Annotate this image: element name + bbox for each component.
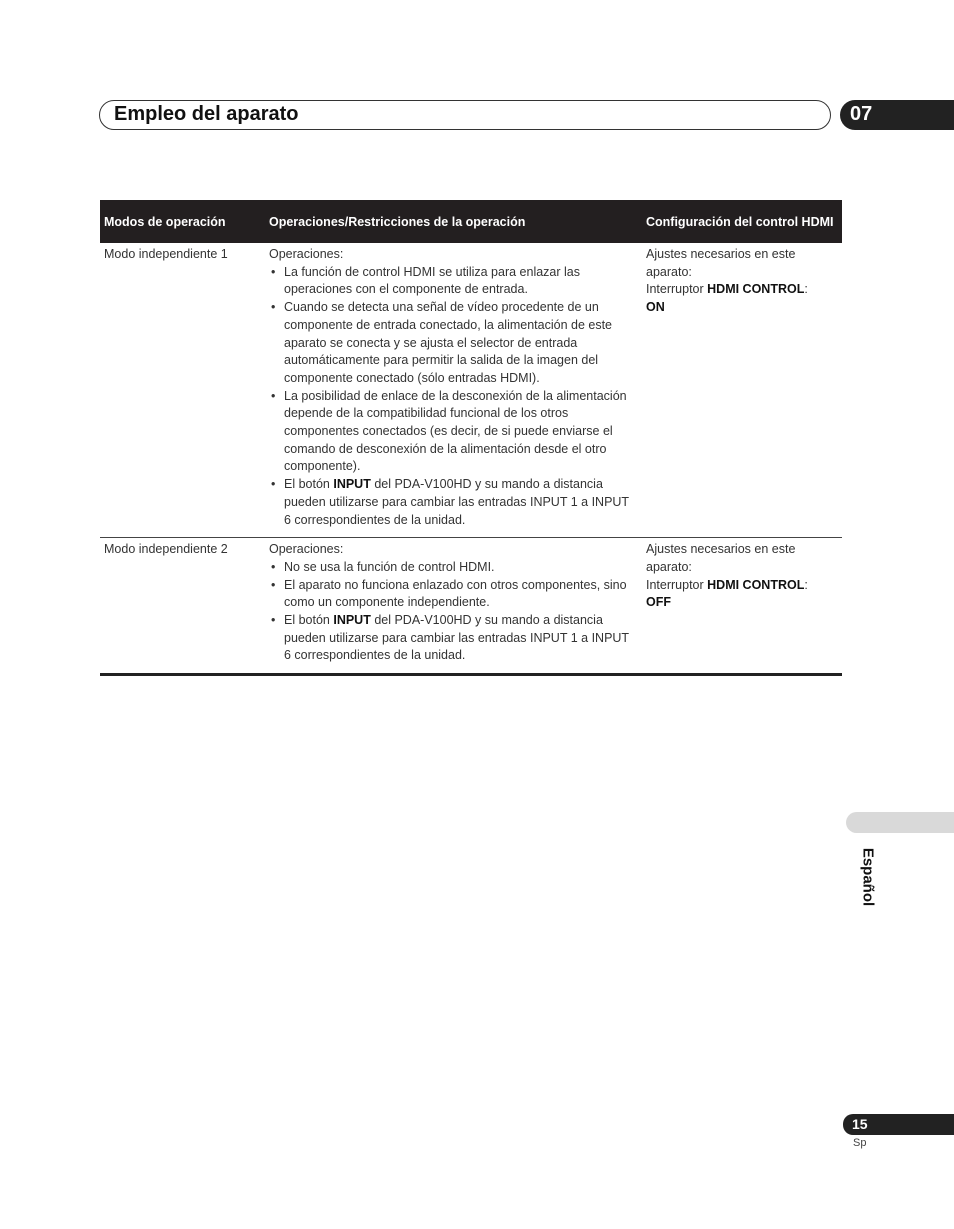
config-text: Ajustes necesarios en este aparato: xyxy=(646,247,796,279)
input-button-name: INPUT xyxy=(333,613,371,628)
config-pre: Interruptor xyxy=(646,282,708,297)
operations-list xyxy=(269,559,638,665)
config-pre: Interruptor xyxy=(646,577,708,592)
list-item xyxy=(284,612,638,665)
mode-cell: Modo independiente 1 xyxy=(100,243,265,538)
table-header-row xyxy=(100,200,842,243)
item-text: El botón xyxy=(284,477,334,492)
page-number-tab xyxy=(843,1114,954,1135)
language-label: Español xyxy=(859,847,877,907)
config-switch-line xyxy=(646,577,838,595)
switch-value: OFF xyxy=(646,595,671,610)
header-hdmi-config: Configuración del control HDMI xyxy=(642,200,842,243)
config-switch-line xyxy=(646,281,838,299)
config-colon: : xyxy=(804,282,808,297)
page-language-code: Sp xyxy=(853,1137,867,1149)
switch-name: HDMI CONTROL xyxy=(707,282,805,297)
language-tab xyxy=(846,812,954,833)
switch-value: ON xyxy=(646,300,665,315)
operations-cell xyxy=(265,538,642,675)
list-item: • No se usa la función de control HDMI. xyxy=(284,559,638,577)
table-row xyxy=(100,538,842,675)
item-text: del PDA-V100HD y su mando a distancia pueden utilizarse para cambiar las entradas INPUT 1 a INPUT 6 correspondientes de la unidad. xyxy=(284,477,629,527)
operations-cell xyxy=(265,243,642,538)
chapter-number: 07 xyxy=(850,103,873,125)
table-row xyxy=(100,243,842,538)
config-cell xyxy=(642,243,842,538)
item-text: del PDA-V100HD y su mando a distancia pueden utilizarse para cambiar las entradas INPUT 1 a INPUT 6 correspondientes de la unidad. xyxy=(284,613,629,663)
list-item xyxy=(284,476,638,529)
mode-cell: Modo independiente 2 xyxy=(100,538,265,675)
section-header xyxy=(99,100,831,130)
operations-list xyxy=(269,264,638,530)
input-button-name: INPUT xyxy=(333,477,371,492)
operation-modes-table xyxy=(100,200,842,676)
config-cell xyxy=(642,538,842,675)
config-text: Ajustes necesarios en este aparato: xyxy=(646,542,796,574)
page-title: Empleo del aparato xyxy=(114,103,299,125)
item-text: El botón xyxy=(284,613,334,628)
operations-intro: Operaciones: xyxy=(269,247,344,261)
list-item: • El aparato no funciona enlazado con otros componentes, sino como un componente independiente. xyxy=(284,577,638,612)
list-item: • La posibilidad de enlace de la desconexión de la alimentación depende de la compatibilidad funcional de los otros componentes conectados (es decir, de si puede enviarse el comando de desconexión de la alimentación desde el otro componente). xyxy=(284,388,638,477)
switch-name: HDMI CONTROL xyxy=(707,577,805,592)
list-item: • Cuando se detecta una señal de vídeo procedente de un componente de entrada conectado, la alimentación de este aparato se conecta y se ajusta el selector de entrada automáticamente para permitir la salida de la imagen del componente conectado (sólo entradas HDMI). xyxy=(284,299,638,388)
list-item: • La función de control HDMI se utiliza para enlazar las operaciones con el componente de entrada. xyxy=(284,264,638,299)
chapter-tab xyxy=(840,100,954,130)
header-operations: Operaciones/Restricciones de la operación xyxy=(265,200,642,243)
operations-intro: Operaciones: xyxy=(269,542,344,557)
header-modes: Modos de operación xyxy=(100,200,265,243)
page-number: 15 xyxy=(852,1116,868,1132)
config-colon: : xyxy=(804,577,808,592)
